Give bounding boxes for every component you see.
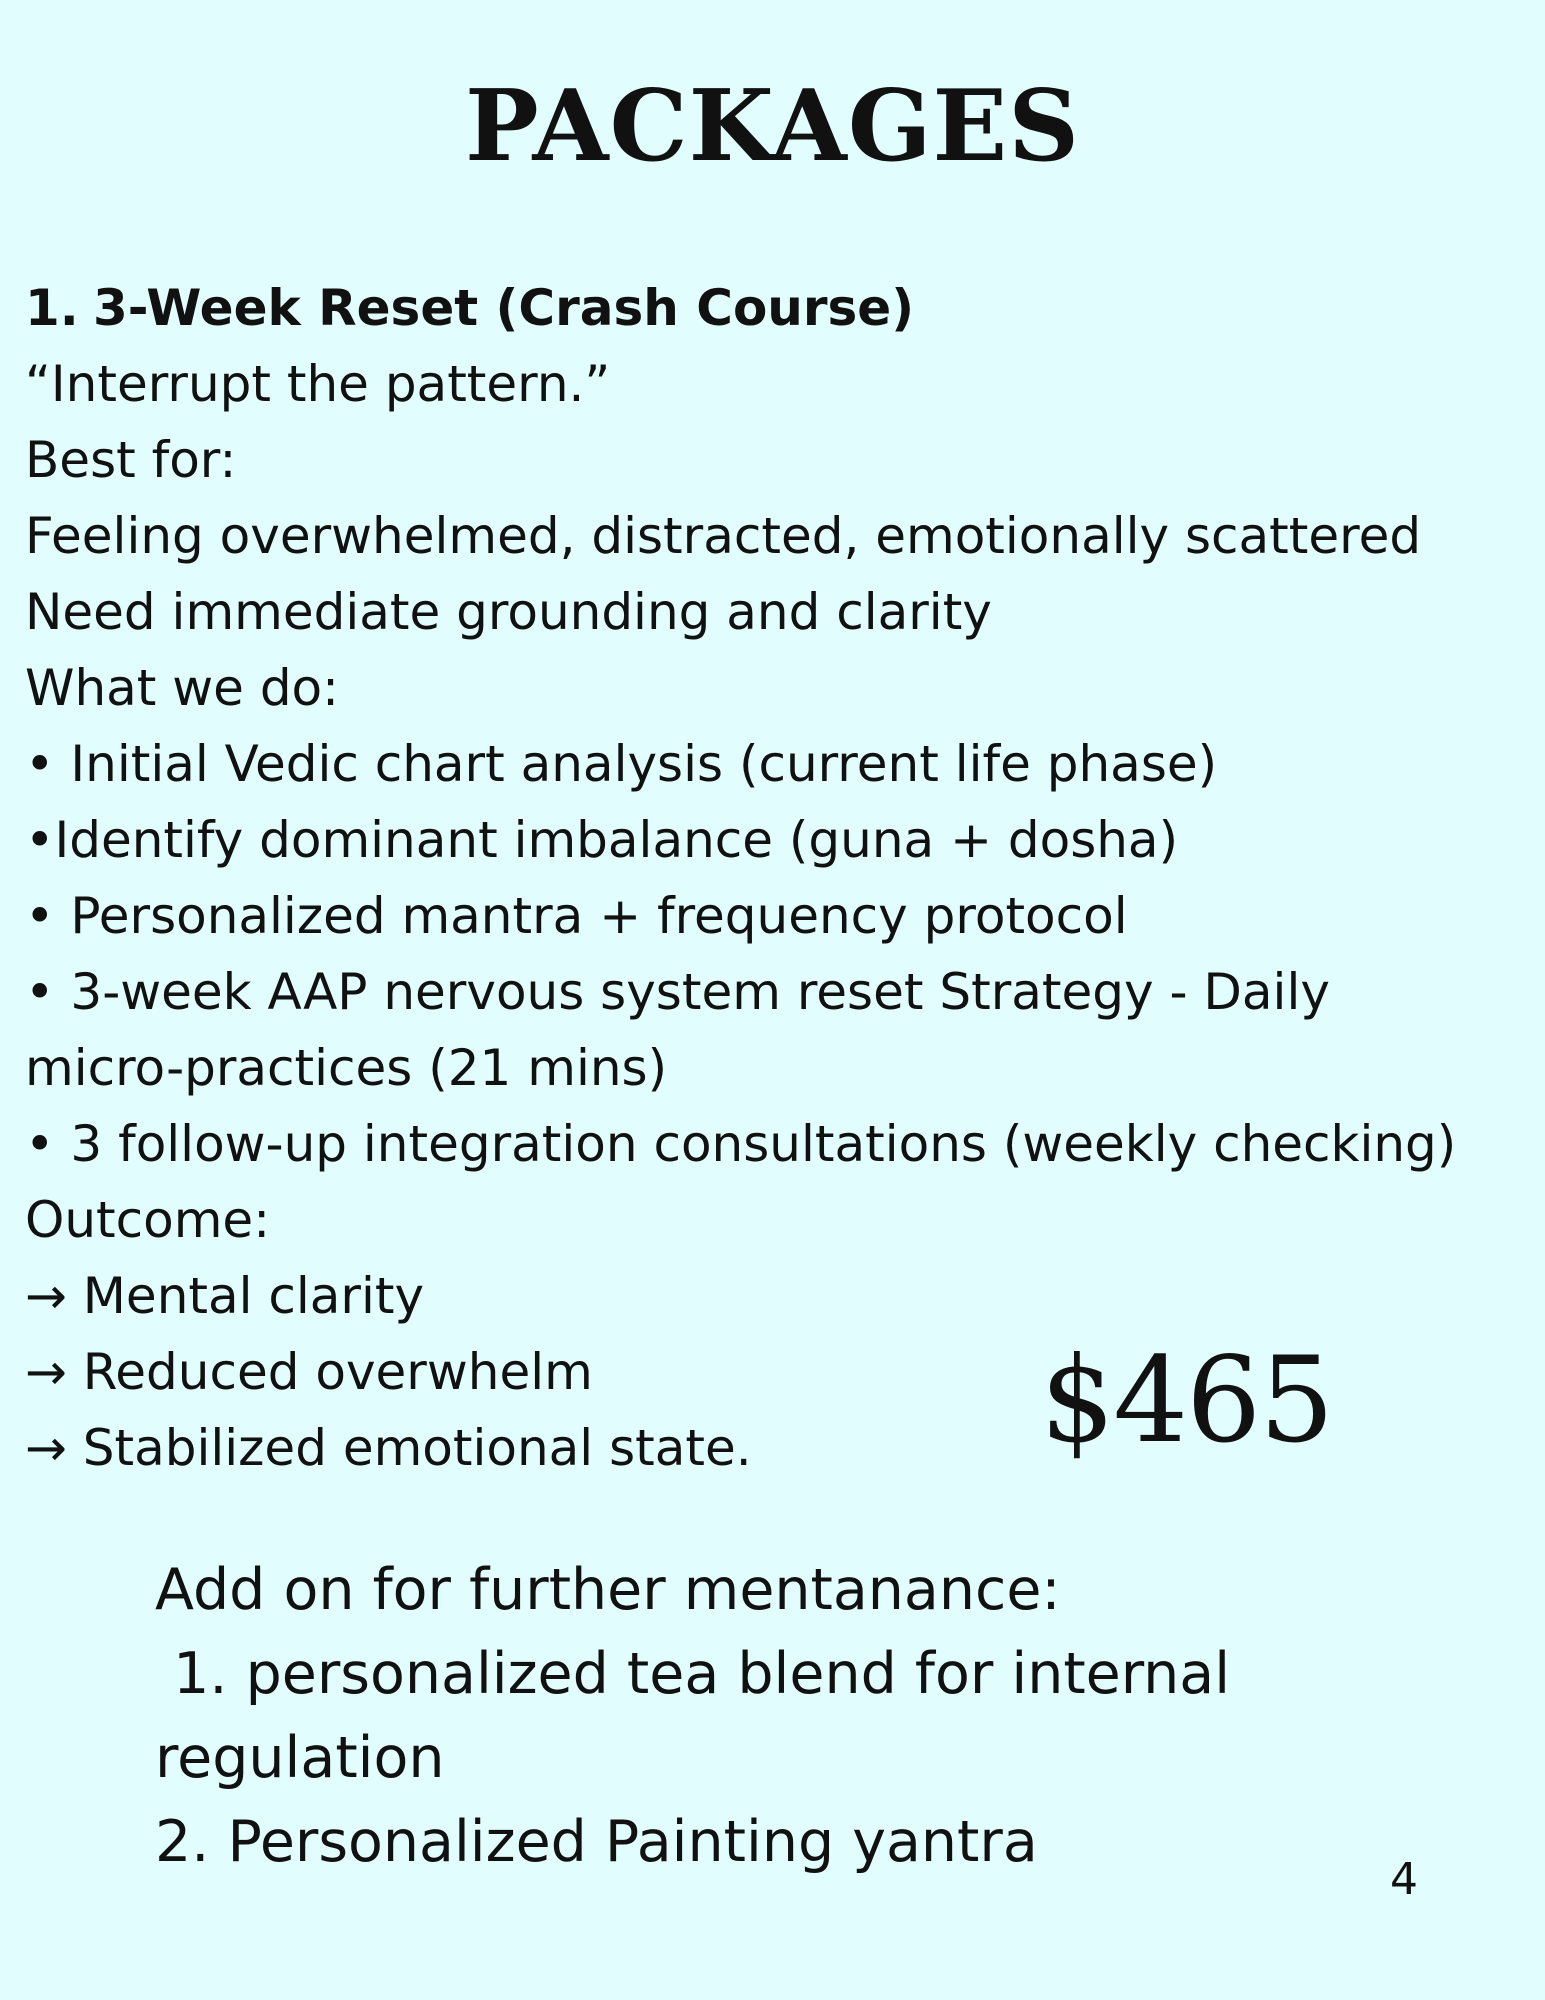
best-for-label: Best for: <box>25 431 237 489</box>
addon-section <box>155 1548 1335 1884</box>
package-heading <box>25 270 1525 346</box>
package-name: 3-Week Reset (Crash Course) <box>93 279 915 337</box>
package-price: $465 <box>1040 1331 1333 1469</box>
addon-item: 2. Personalized Painting yantra <box>155 1809 1038 1875</box>
addon-item: 1. personalized tea blend for internal regulation <box>155 1641 1249 1791</box>
outcome-item: → Mental clarity <box>25 1267 425 1325</box>
what-we-do-item: •Identify dominant imbalance (guna + dosha) <box>25 811 1179 869</box>
what-we-do-item: • Initial Vedic chart analysis (current life phase) <box>25 735 1218 793</box>
what-we-do-item: • Personalized mantra + frequency protocol <box>25 887 1128 945</box>
outcome-item: → Reduced overwhelm <box>25 1343 593 1401</box>
page-title: PACKAGES <box>465 69 1080 184</box>
outcome-item: → Stabilized emotional state. <box>25 1419 752 1477</box>
package-section <box>25 270 1525 1486</box>
page-number: 4 <box>1390 1854 1418 1905</box>
package-number: 1. <box>25 279 79 337</box>
package-tagline: “Interrupt the pattern.” <box>25 355 611 413</box>
outcome-label: Outcome: <box>25 1191 271 1249</box>
what-we-do-label: What we do: <box>25 659 339 717</box>
best-for-item: Need immediate grounding and clarity <box>25 583 992 641</box>
best-for-item: Feeling overwhelmed, distracted, emotionally scattered <box>25 507 1422 565</box>
addon-heading: Add on for further mentanance: <box>155 1557 1061 1623</box>
what-we-do-item: • 3-week AAP nervous system reset Strategy - Daily micro-practices (21 mins) <box>25 963 1330 1097</box>
what-we-do-item: • 3 follow-up integration consultations (weekly checking) <box>25 1115 1457 1173</box>
